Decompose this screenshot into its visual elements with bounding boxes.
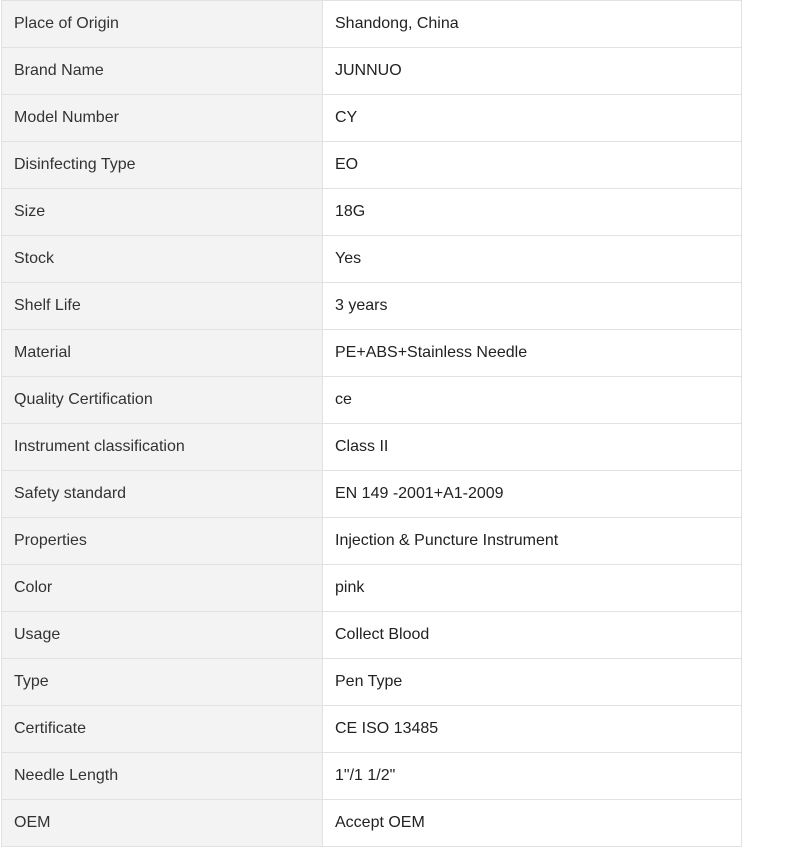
spec-row	[2, 377, 742, 424]
spec-value: CY	[323, 95, 742, 142]
spec-row	[2, 283, 742, 330]
spec-row	[2, 1, 742, 48]
spec-table-body	[2, 1, 742, 847]
spec-label: Color	[2, 565, 323, 612]
spec-value: 1"/1 1/2"	[323, 753, 742, 800]
spec-row	[2, 471, 742, 518]
spec-label: Needle Length	[2, 753, 323, 800]
spec-value: CE ISO 13485	[323, 706, 742, 753]
spec-label: Usage	[2, 612, 323, 659]
spec-value: Yes	[323, 236, 742, 283]
spec-label: Disinfecting Type	[2, 142, 323, 189]
spec-value: Class II	[323, 424, 742, 471]
spec-label: Brand Name	[2, 48, 323, 95]
spec-label: Size	[2, 189, 323, 236]
spec-value: Accept OEM	[323, 800, 742, 847]
spec-label: Model Number	[2, 95, 323, 142]
spec-label: Stock	[2, 236, 323, 283]
spec-label: Instrument classification	[2, 424, 323, 471]
spec-value: ce	[323, 377, 742, 424]
spec-value: Shandong, China	[323, 1, 742, 48]
spec-label: Quality Certification	[2, 377, 323, 424]
spec-row	[2, 753, 742, 800]
spec-row	[2, 518, 742, 565]
spec-label: Shelf Life	[2, 283, 323, 330]
spec-row	[2, 189, 742, 236]
spec-label: OEM	[2, 800, 323, 847]
spec-value: EO	[323, 142, 742, 189]
spec-label: Material	[2, 330, 323, 377]
spec-row	[2, 800, 742, 847]
spec-row	[2, 48, 742, 95]
spec-row	[2, 612, 742, 659]
spec-row	[2, 142, 742, 189]
spec-row	[2, 706, 742, 753]
spec-row	[2, 424, 742, 471]
spec-row	[2, 236, 742, 283]
spec-label: Properties	[2, 518, 323, 565]
spec-value: PE+ABS+Stainless Needle	[323, 330, 742, 377]
spec-row	[2, 659, 742, 706]
spec-value: pink	[323, 565, 742, 612]
spec-row	[2, 330, 742, 377]
spec-value: 3 years	[323, 283, 742, 330]
spec-value: Injection & Puncture Instrument	[323, 518, 742, 565]
spec-value: EN 149 -2001+A1-2009	[323, 471, 742, 518]
spec-row	[2, 565, 742, 612]
spec-value: JUNNUO	[323, 48, 742, 95]
spec-value: 18G	[323, 189, 742, 236]
spec-value: Pen Type	[323, 659, 742, 706]
spec-value: Collect Blood	[323, 612, 742, 659]
spec-label: Safety standard	[2, 471, 323, 518]
spec-label: Certificate	[2, 706, 323, 753]
spec-row	[2, 95, 742, 142]
product-spec-table	[1, 0, 742, 847]
spec-label: Type	[2, 659, 323, 706]
spec-label: Place of Origin	[2, 1, 323, 48]
